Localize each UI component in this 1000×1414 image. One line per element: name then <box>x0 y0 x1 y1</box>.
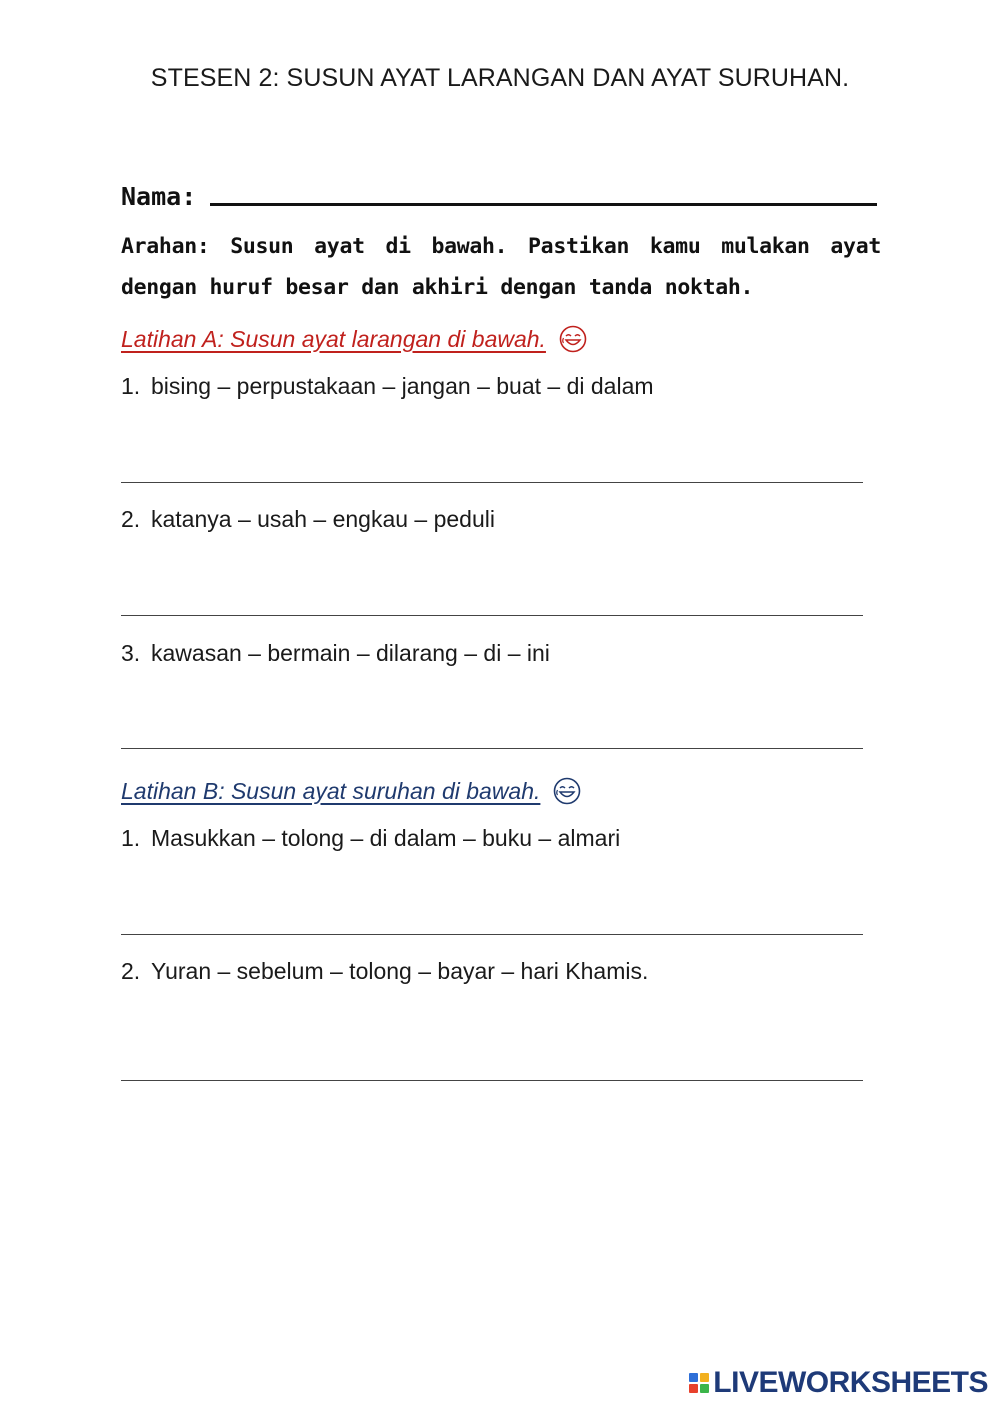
question-text: Masukkan – tolong – di dalam – buku – almari <box>151 825 621 851</box>
question-text: katanya – usah – engkau – peduli <box>151 506 495 532</box>
question-item <box>121 640 550 667</box>
logo-mark-icon <box>689 1373 709 1393</box>
question-number: 1. <box>121 373 141 399</box>
question-text: bising – perpustakaan – jangan – buat – di dalam <box>151 373 654 399</box>
logo-square <box>700 1373 709 1382</box>
smiley-icon <box>552 776 582 806</box>
question-text: kawasan – bermain – dilarang – di – ini <box>151 640 550 666</box>
answer-line[interactable] <box>121 615 863 616</box>
name-row <box>121 172 877 212</box>
logo-square <box>689 1384 698 1393</box>
question-item <box>121 958 648 985</box>
question-number: 2. <box>121 958 141 984</box>
liveworksheets-logo <box>689 1366 988 1400</box>
logo-square <box>689 1373 698 1382</box>
section-b-heading-label: Latihan B: Susun ayat suruhan di bawah. <box>121 777 541 804</box>
smiley-icon <box>558 324 588 354</box>
page-title: STESEN 2: SUSUN AYAT LARANGAN DAN AYAT SURUHAN. <box>150 64 850 92</box>
section-a-heading-label: Latihan A: Susun ayat larangan di bawah. <box>121 325 546 352</box>
question-item <box>121 825 620 852</box>
name-label: Nama: <box>121 182 197 211</box>
section-a-heading <box>121 324 588 354</box>
question-text: Yuran – sebelum – tolong – bayar – hari Khamis. <box>151 958 649 984</box>
answer-line[interactable] <box>121 1080 863 1081</box>
question-item <box>121 373 654 400</box>
logo-text: LIVEWORKSHEETS <box>713 1366 988 1399</box>
question-number: 3. <box>121 640 141 666</box>
logo-square <box>700 1384 709 1393</box>
answer-line[interactable] <box>121 748 863 749</box>
answer-line[interactable] <box>121 934 863 935</box>
question-item <box>121 506 495 533</box>
name-input-line[interactable] <box>210 175 877 206</box>
question-number: 1. <box>121 825 141 851</box>
answer-line[interactable] <box>121 482 863 483</box>
question-number: 2. <box>121 506 141 532</box>
section-b-heading <box>121 776 582 806</box>
instruction-text: Arahan: Susun ayat di bawah. Pastikan kamu mulakan ayat dengan huruf besar dan akhiri dengan tanda noktah. <box>121 234 881 300</box>
